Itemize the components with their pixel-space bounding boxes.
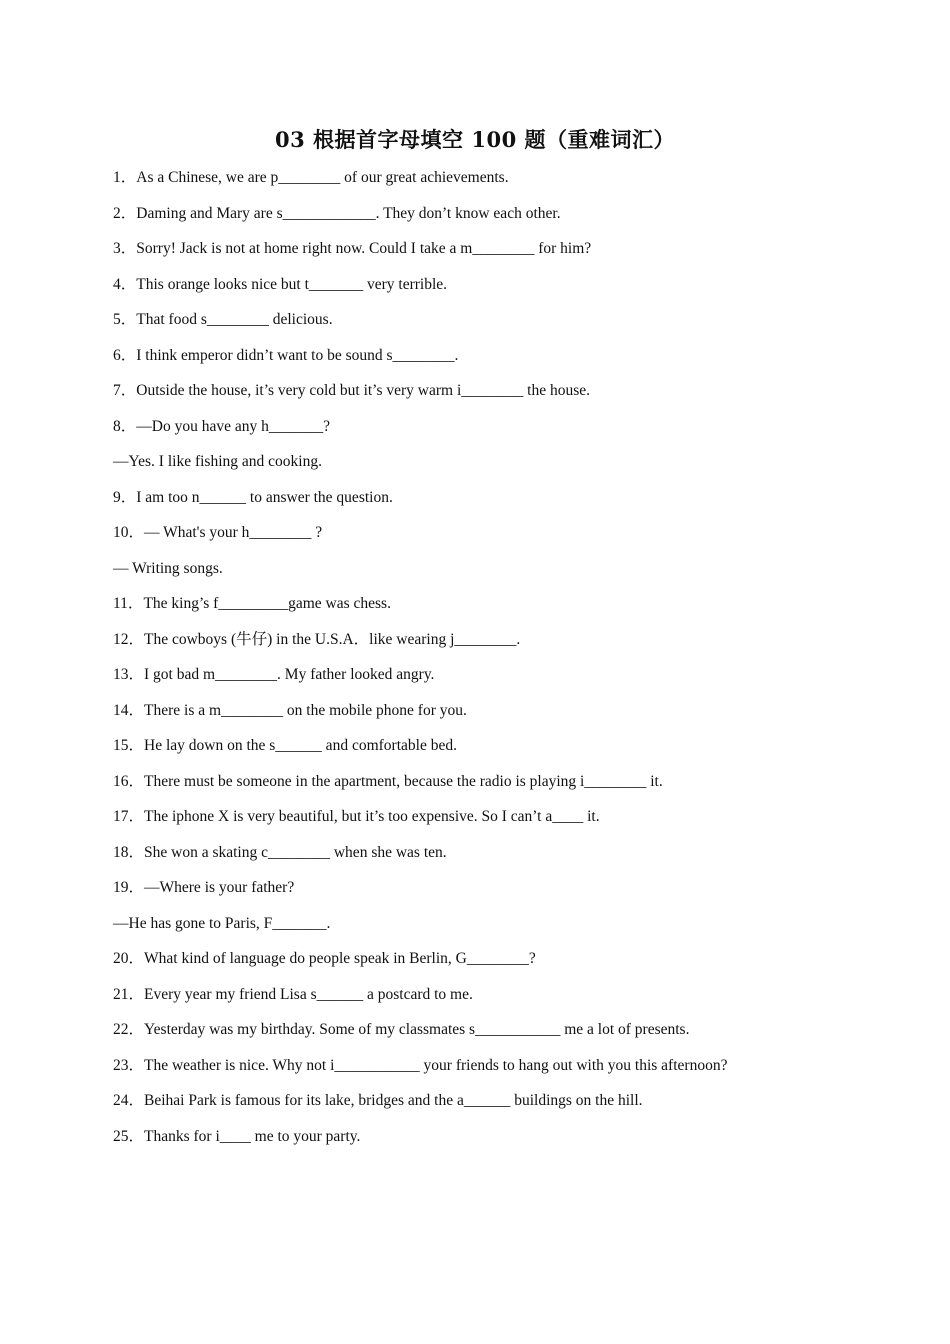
question-number: 4． <box>113 275 137 293</box>
question-answer-line <box>113 444 833 480</box>
question-text: —Do you have any h_______? <box>136 417 330 435</box>
question-number: 10． <box>113 524 145 541</box>
page-title: 03 根据首字母填空 100 题（重难词汇） <box>275 127 675 152</box>
question-number: 21． <box>113 985 145 1003</box>
question-list <box>113 160 833 1154</box>
question-number: 2． <box>113 204 137 222</box>
question-item <box>113 870 833 906</box>
question-number: 16． <box>113 772 145 790</box>
question-number: 11． <box>113 595 144 612</box>
question-item <box>113 409 833 445</box>
question-number: 13． <box>113 666 145 683</box>
question-text: There must be someone in the apartment, because the radio is playing i________ it. <box>144 772 663 790</box>
question-text: I am too n______ to answer the question. <box>136 488 393 506</box>
question-text: The iphone X is very beautiful, but it’s too expensive. So I can’t a____ it. <box>144 808 600 825</box>
question-text: That food s________ delicious. <box>136 311 333 328</box>
question-item <box>113 515 833 551</box>
question-item <box>113 622 833 658</box>
question-number: 22． <box>113 1021 145 1038</box>
question-item <box>113 1048 833 1084</box>
question-item <box>113 657 833 693</box>
question-text: — What's your h________ ? <box>144 524 323 541</box>
question-text: Thanks for i____ me to your party. <box>144 1127 361 1145</box>
question-text: Daming and Mary are s____________. They don’t know each other. <box>136 204 561 222</box>
question-item <box>113 764 833 800</box>
question-text: She won a skating c________ when she was ten. <box>144 843 447 861</box>
question-text: I think emperor didn’t want to be sound s________. <box>136 346 459 364</box>
question-number: 19． <box>113 879 145 896</box>
question-number: 23． <box>113 1056 145 1074</box>
question-item <box>113 1119 833 1155</box>
question-text: — Writing songs. <box>113 559 223 577</box>
question-item <box>113 302 833 338</box>
question-text: Yesterday was my birthday. Some of my classmates s___________ me a lot of presents. <box>144 1021 690 1038</box>
question-number: 5． <box>113 311 137 328</box>
question-item <box>113 1012 833 1048</box>
question-item <box>113 231 833 267</box>
question-number: 25． <box>113 1127 145 1145</box>
question-answer-line <box>113 551 833 587</box>
question-text: As a Chinese, we are p________ of our great achievements. <box>136 169 509 186</box>
question-text: He lay down on the s______ and comfortable bed. <box>144 737 457 754</box>
question-number: 3． <box>113 240 137 257</box>
question-text: —Yes. I like fishing and cooking. <box>113 453 322 470</box>
question-number: 6． <box>113 346 137 364</box>
question-number: 20． <box>113 950 145 967</box>
question-number: 12． <box>113 630 145 648</box>
question-text: The cowboys (牛仔) in the U.S.A．like wearing j________. <box>144 630 521 648</box>
question-item <box>113 941 833 977</box>
question-text: Beihai Park is famous for its lake, bridges and the a______ buildings on the hill. <box>144 1092 643 1109</box>
question-item <box>113 480 833 516</box>
question-item <box>113 799 833 835</box>
question-text: The weather is nice. Why not i___________ your friends to hang out with you this afternoon? <box>144 1056 728 1074</box>
question-number: 17． <box>113 808 145 825</box>
question-number: 18． <box>113 843 145 861</box>
question-answer-line <box>113 906 833 942</box>
question-number: 9． <box>113 488 137 506</box>
question-number: 24． <box>113 1092 145 1109</box>
question-item <box>113 586 833 622</box>
question-number: 8． <box>113 417 137 435</box>
question-text: The king’s f_________game was chess. <box>143 595 391 612</box>
question-item <box>113 693 833 729</box>
question-item <box>113 267 833 303</box>
question-text: What kind of language do people speak in Berlin, G________? <box>144 950 536 967</box>
question-item <box>113 373 833 409</box>
question-text: Sorry! Jack is not at home right now. Could I take a m________ for him? <box>136 240 592 257</box>
question-text: —He has gone to Paris, F_______. <box>113 914 331 932</box>
question-item <box>113 1083 833 1119</box>
question-text: There is a m________ on the mobile phone for you. <box>144 701 467 719</box>
question-item <box>113 338 833 374</box>
question-item <box>113 160 833 196</box>
question-text: Outside the house, it’s very cold but it’s very warm i________ the house. <box>136 382 591 399</box>
question-text: —Where is your father? <box>144 879 295 896</box>
question-text: Every year my friend Lisa s______ a postcard to me. <box>144 985 473 1003</box>
question-text: This orange looks nice but t_______ very terrible. <box>136 275 448 293</box>
question-number: 7． <box>113 382 137 399</box>
question-text: I got bad m________. My father looked angry. <box>144 666 435 683</box>
question-item <box>113 196 833 232</box>
question-item <box>113 835 833 871</box>
question-number: 14． <box>113 701 145 719</box>
question-number: 15． <box>113 737 145 754</box>
question-item <box>113 728 833 764</box>
question-item <box>113 977 833 1013</box>
question-number: 1． <box>113 169 137 186</box>
